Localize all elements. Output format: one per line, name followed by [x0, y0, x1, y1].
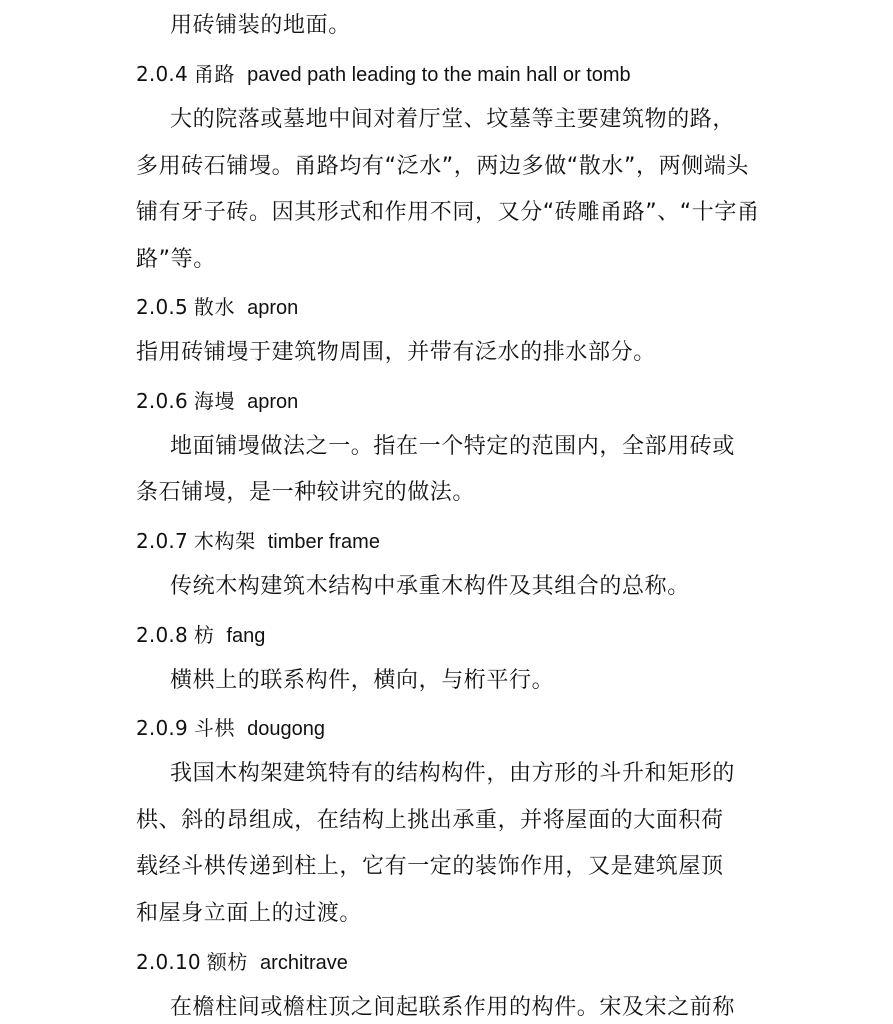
term-english: apron — [247, 391, 299, 413]
paragraph-line: 载经斗栱传递到柱上，它有一定的装饰作用，又是建筑屋顶 — [136, 854, 724, 879]
term-heading-2-0-8 — [136, 620, 766, 651]
term-chinese: 枋 — [193, 623, 215, 647]
term-heading-2-0-6 — [136, 386, 766, 417]
term-number: 2.0.5 — [136, 295, 188, 319]
term-english: paved path leading to the main hall or tomb — [247, 64, 631, 86]
term-number: 2.0.4 — [136, 62, 188, 86]
term-english: architrave — [260, 952, 348, 974]
term-heading-2-0-10 — [136, 947, 766, 978]
term-chinese: 额枋 — [206, 950, 249, 974]
term-english: apron — [247, 297, 299, 319]
term-chinese: 木构架 — [193, 529, 256, 553]
paragraph-line: 传统木构建筑木结构中承重木构件及其组合的总称。 — [170, 574, 690, 599]
term-english: fang — [226, 625, 266, 647]
paragraph-line: 路”等。 — [136, 247, 216, 272]
term-english: dougong — [247, 718, 325, 740]
paragraph-line: 指用砖铺墁于建筑物周围，并带有泛水的排水部分。 — [136, 340, 656, 365]
paragraph-line: 大的院落或墓地中间对着厅堂、坟墓等主要建筑物的路， — [170, 107, 736, 132]
term-chinese: 斗栱 — [193, 716, 236, 740]
paragraph-line: 多用砖石铺墁。甬路均有“泛水”，两边多做“散水”，两侧端头 — [136, 154, 749, 179]
term-chinese: 散水 — [193, 295, 236, 319]
term-number: 2.0.8 — [136, 623, 188, 647]
term-heading-2-0-5 — [136, 292, 766, 323]
term-number: 2.0.7 — [136, 529, 188, 553]
term-number: 2.0.9 — [136, 716, 188, 740]
paragraph-line: 铺有牙子砖。因其形式和作用不同，又分“砖雕甬路”、“十字甬 — [136, 200, 760, 225]
paragraph-line: 在檐柱间或檐柱顶之间起联系作用的构件。宋及宋之前称 — [170, 995, 736, 1020]
paragraph-line: 栱、斜的昂组成，在结构上挑出承重，并将屋面的大面积荷 — [136, 808, 724, 833]
paragraph-line: 和屋身立面上的过渡。 — [136, 901, 363, 926]
term-heading-2-0-9 — [136, 713, 766, 744]
paragraph-line: 地面铺墁做法之一。指在一个特定的范围内，全部用砖或 — [170, 434, 736, 459]
term-chinese: 海墁 — [193, 389, 236, 413]
paragraph-line: 条石铺墁，是一种较讲究的做法。 — [136, 480, 476, 505]
term-heading-2-0-7 — [136, 526, 766, 557]
term-number: 2.0.6 — [136, 389, 188, 413]
term-chinese: 甬路 — [193, 62, 236, 86]
paragraph-line: 用砖铺装的地面。 — [170, 13, 351, 38]
term-number: 2.0.10 — [136, 950, 201, 974]
term-english: timber frame — [267, 531, 380, 553]
paragraph-line: 横栱上的联系构件，横向，与桁平行。 — [170, 668, 555, 693]
paragraph-line: 我国木构架建筑特有的结构构件，由方形的斗升和矩形的 — [170, 761, 736, 786]
term-heading-2-0-4 — [136, 59, 766, 90]
